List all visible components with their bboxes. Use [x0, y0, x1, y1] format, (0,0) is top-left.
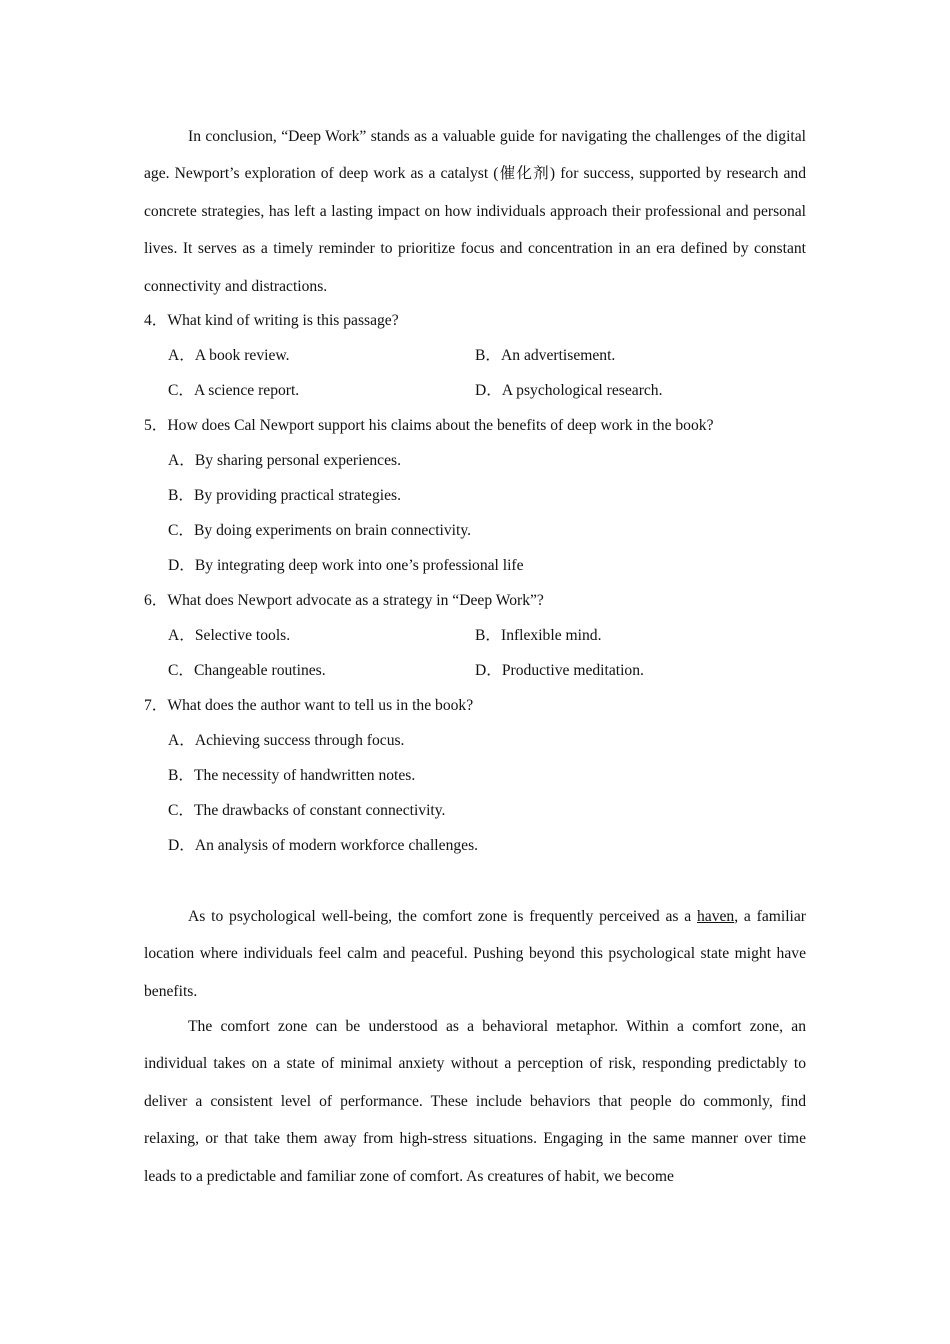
question-4-stem: 4．What kind of writing is this passage?	[144, 312, 399, 329]
question-7-option-d: D．An analysis of modern workforce challenges.	[168, 837, 479, 854]
underlined-word-haven: haven	[697, 908, 735, 925]
paragraph-1-text-after: , a familiar location where individuals feel calm and peaceful. Pushing beyond this psychological state might have benefits.	[144, 908, 806, 1000]
question-5-option-b: B．By providing practical strategies.	[168, 487, 401, 504]
question-5-option-c: C．By doing experiments on brain connectivity.	[168, 522, 472, 539]
question-6-option-b: B．Inflexible mind.	[475, 627, 602, 644]
question-5-stem: 5．How does Cal Newport support his claims about the benefits of deep work in the book?	[144, 417, 714, 434]
conclusion-paragraph: In conclusion, “Deep Work” stands as a valuable guide for navigating the challenges of the digital age. Newport’s exploration of deep work as a catalyst (催化剂) for success, supported by research and concrete strategies, has left a lasting impact on how individuals approach their professional and personal lives. It serves as a timely reminder to prioritize focus and concentration in an era defined by constant connectivity and distractions.	[144, 128, 806, 295]
question-5-option-a: A．By sharing personal experiences.	[168, 452, 401, 469]
paragraph-1-text-before: As to psychological well-being, the comfort zone is frequently perceived as a	[188, 908, 697, 925]
question-6-stem: 6．What does Newport advocate as a strategy in “Deep Work”?	[144, 592, 544, 609]
question-4-option-a: A．A book review.	[168, 347, 290, 364]
question-5-option-d: D．By integrating deep work into one’s professional life	[168, 557, 524, 574]
question-4-option-d: D．A psychological research.	[475, 382, 663, 399]
question-7-option-b: B．The necessity of handwritten notes.	[168, 767, 416, 784]
comfort-zone-paragraph-2: The comfort zone can be understood as a behavioral metaphor. Within a comfort zone, an individual takes on a state of minimal anxiety without a perception of risk, responding predictably to deliver a consistent level of performance. These include behaviors that people do commonly, find relaxing, or that take them away from high-stress situations. Engaging in the same manner over time leads to a predictable and familiar zone of comfort. As creatures of habit, we become	[144, 1018, 806, 1185]
question-7-option-a: A．Achieving success through focus.	[168, 732, 405, 749]
question-7-option-c: C．The drawbacks of constant connectivity.	[168, 802, 446, 819]
comfort-zone-paragraph-1	[144, 898, 806, 1010]
question-4-option-b: B．An advertisement.	[475, 347, 616, 364]
question-6-option-c: C．Changeable routines.	[168, 662, 326, 679]
question-4-option-c: C．A science report.	[168, 382, 300, 399]
question-6-option-d: D．Productive meditation.	[475, 662, 644, 679]
question-6-option-a: A．Selective tools.	[168, 627, 291, 644]
question-7-stem: 7．What does the author want to tell us in the book?	[144, 697, 474, 714]
